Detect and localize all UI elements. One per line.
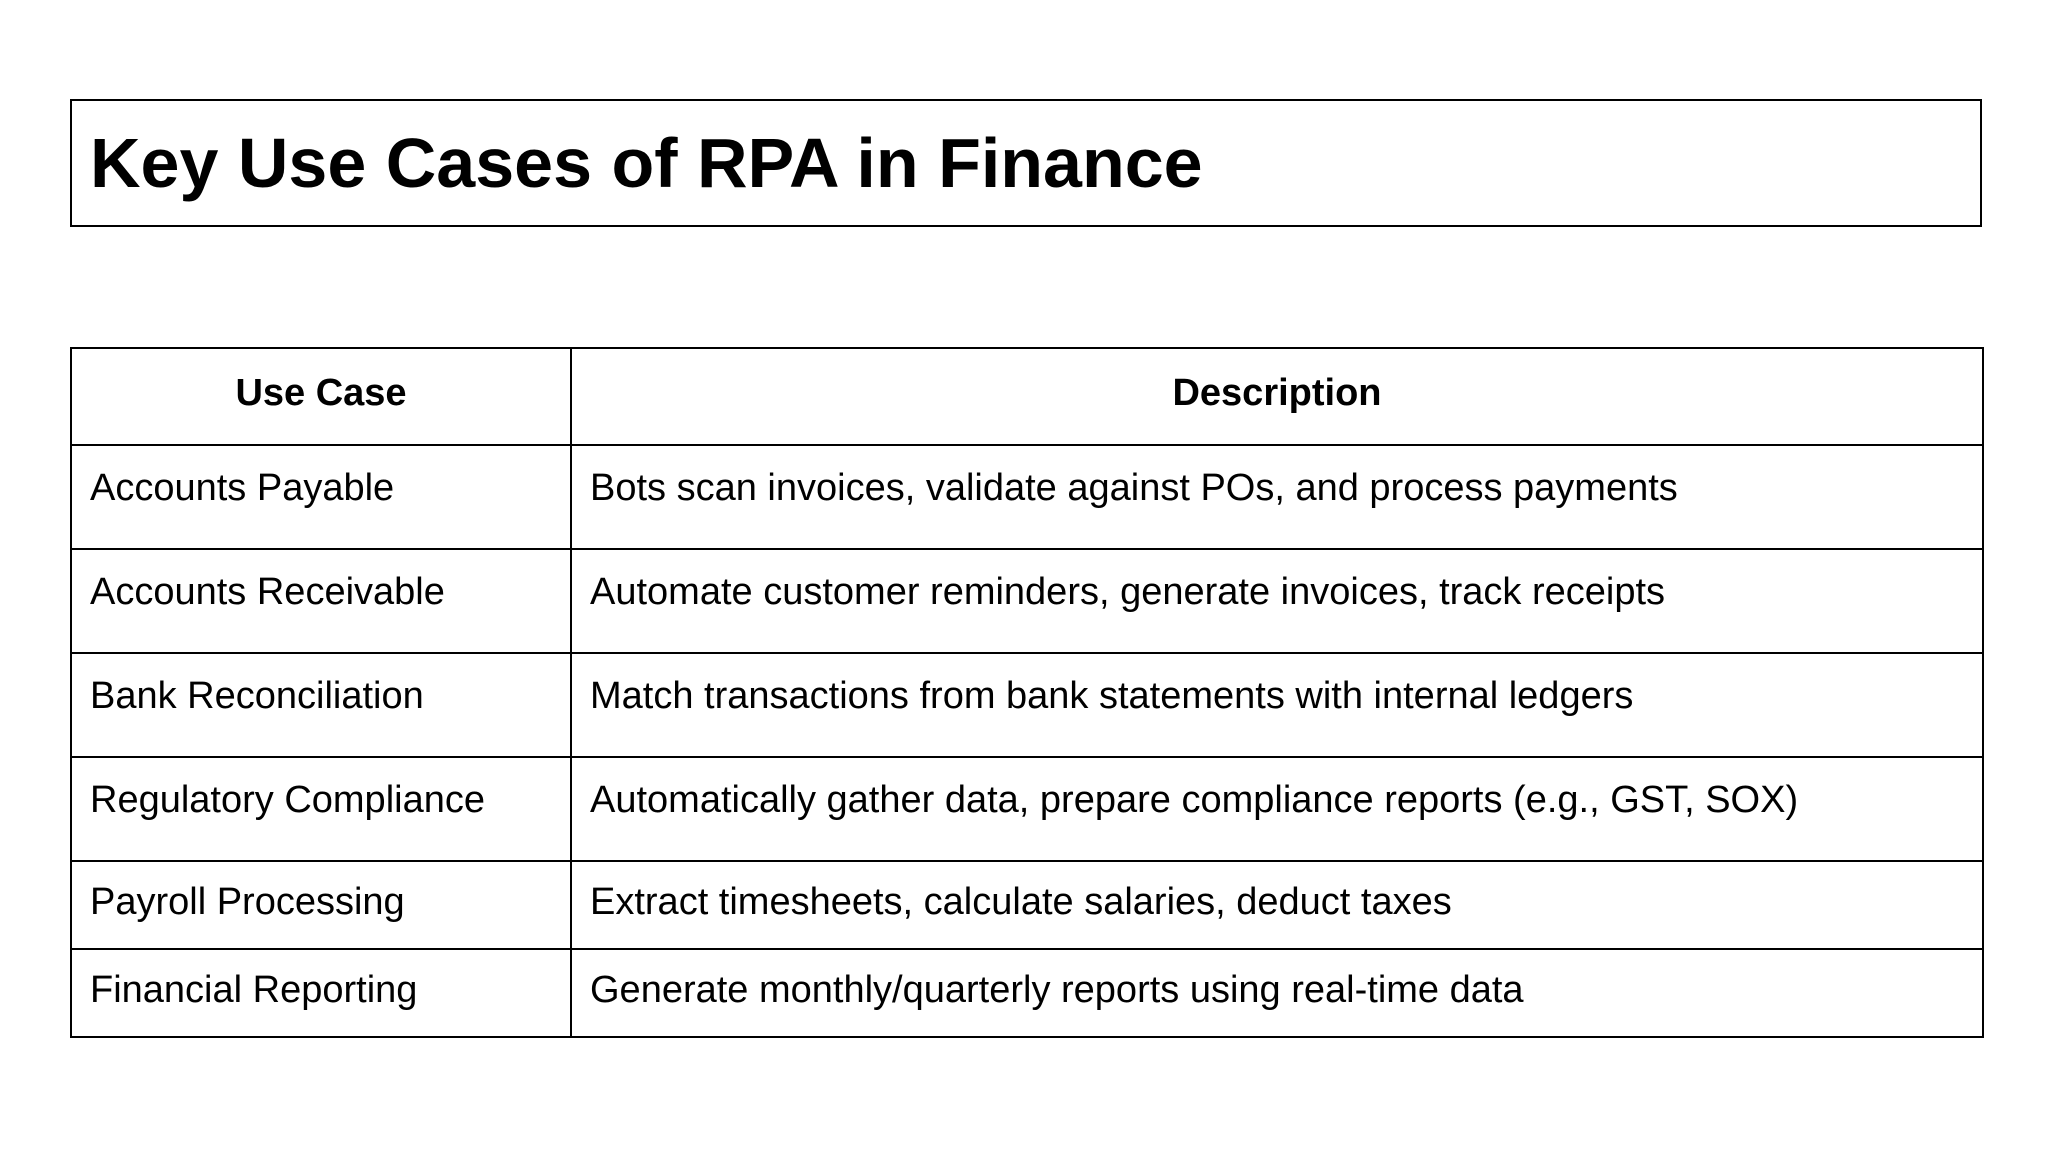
description-cell: Automatically gather data, prepare compliance reports (e.g., GST, SOX)	[571, 757, 1983, 861]
table-row	[71, 949, 1983, 1037]
table-row	[71, 861, 1983, 949]
table-header-row	[71, 348, 1983, 445]
table-row	[71, 653, 1983, 757]
table-row	[71, 445, 1983, 549]
header-use-case: Use Case	[71, 348, 571, 445]
use-case-cell: Bank Reconciliation	[71, 653, 571, 757]
description-cell: Generate monthly/quarterly reports using real-time data	[571, 949, 1983, 1037]
header-description: Description	[571, 348, 1983, 445]
table-row	[71, 757, 1983, 861]
use-case-cell: Financial Reporting	[71, 949, 571, 1037]
description-cell: Extract timesheets, calculate salaries, deduct taxes	[571, 861, 1983, 949]
use-case-cell: Payroll Processing	[71, 861, 571, 949]
title-box	[70, 99, 1982, 227]
use-case-cell: Accounts Receivable	[71, 549, 571, 653]
description-cell: Automate customer reminders, generate invoices, track receipts	[571, 549, 1983, 653]
slide-title: Key Use Cases of RPA in Finance	[90, 124, 1203, 202]
use-cases-table	[70, 347, 1984, 1038]
description-cell: Match transactions from bank statements with internal ledgers	[571, 653, 1983, 757]
table-row	[71, 549, 1983, 653]
use-case-cell: Regulatory Compliance	[71, 757, 571, 861]
description-cell: Bots scan invoices, validate against POs, and process payments	[571, 445, 1983, 549]
use-case-cell: Accounts Payable	[71, 445, 571, 549]
